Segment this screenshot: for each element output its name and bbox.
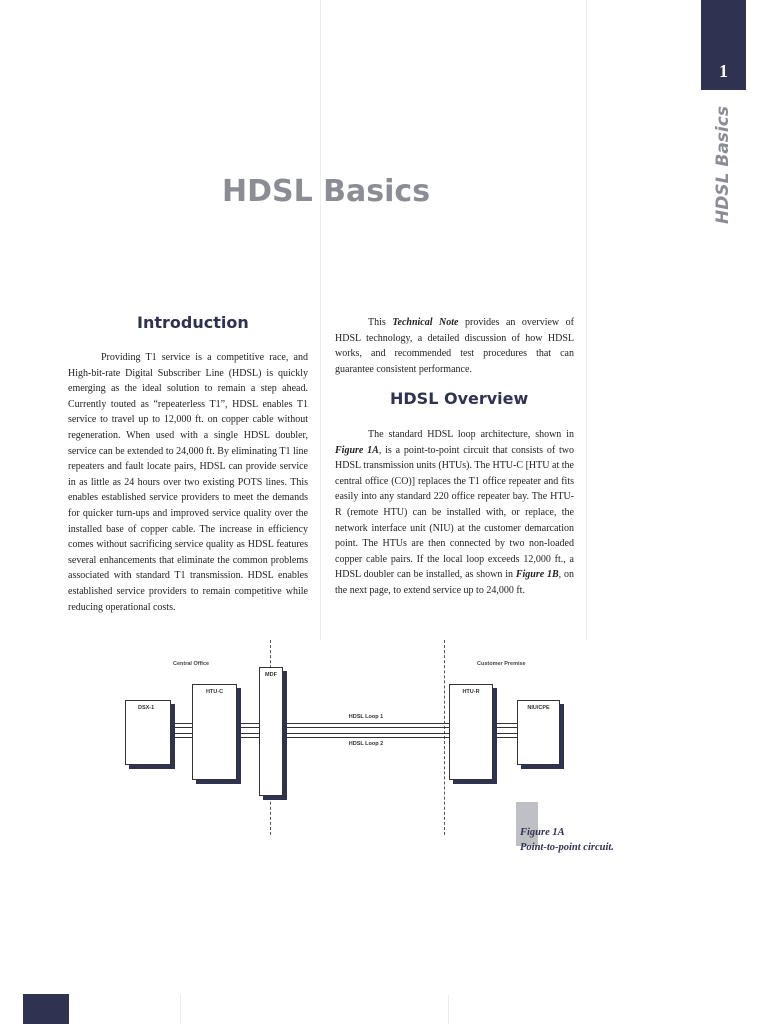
hdsl-loop-1-line [282,727,450,728]
tech-note-post: provides an overview of HDSL technology, a detailed discussion of how HDSL works, and recommended test procedures that can guarantee consistent performance. [335,317,574,375]
figure-caption [520,825,614,855]
hdsl-loop-1-line [282,723,450,724]
dsx-htuc-line [169,733,193,734]
mdf-box [259,667,283,796]
htu-c-label: HTU-C [205,689,224,695]
overview-text-2: , is a point-to-point circuit that consists of two HDSL transmission units (HTUs). The HTU-C [HTU at the central office (CO)] replaces the T1 office repeater and fits easily into any standard 220 office repeater bay. The HTU-R (remote HTU) can be installed with, or replace, the network interface unit (NIU) at the customer demarcation point. The HTUs are then connected by two non-loaded copper cable pairs. If the local loop exceeds 12,000 ft., a HDSL doubler can be installed, as shown in [335,444,574,581]
overview-body [335,427,574,599]
overview-paragraph [335,427,574,599]
tech-note-body [335,315,574,377]
introduction-body [68,350,308,615]
hdsl-loop-2-label: HDSL Loop 2 [348,741,384,747]
column-guide [448,995,449,1024]
dsx-1-label: DSX-1 [138,705,155,711]
page-title: HDSL Basics [222,174,431,209]
column-guide [180,995,181,1024]
introduction-paragraph: Providing T1 service is a competitive race, and High-bit-rate Digital Subscriber Line (HDSL) is quickly emerging as the ideal solution to remain a step ahead. Currently touted as “repeaterless T1”, HDSL enables T1 service to travel up to 12,000 ft. on copper cable without regeneration. When used with a single HDSL doubler, service can be extended to 24,000 ft. By eliminating T1 line repeaters and fault locate pairs, HDSL can provide service in as little as 24 hours over two existing POTS lines. This enables established service providers to meet the demands for quicker turn-ups and improved service quality over the installed base of copper cable. The increase in efficiency comes without sacrificing service quality as HDSL features several enhancements that eliminate the common problems associated with standard T1 transmission. HDSL enables established service providers to remain competitive while reducing operational costs. [68,352,308,613]
tech-note-paragraph [335,315,574,377]
customer-premise-label: Customer Premise [477,661,526,667]
htu-c-box [192,684,237,780]
central-office-label: Central Office [173,661,210,667]
footer-block [23,994,69,1024]
htu-r-box [449,684,493,780]
mdf-label: MDF [265,672,277,678]
tech-note-emphasis: Technical Note [392,317,459,328]
htu-r-label: HTU-R [462,689,480,695]
overview-text-3: , on the next page, to extend service up to 24,000 ft. [335,569,574,596]
caption-figure-number: Figure 1A [520,827,565,838]
overview-text-1: The standard HDSL loop architecture, shown in [368,429,574,440]
chapter-tab [701,0,746,90]
introduction-heading: Introduction [137,313,249,332]
htur-niu-line [492,737,518,738]
dsx-1-box [125,700,171,765]
htuc-mdf-line [236,723,260,724]
figure-1a-link[interactable]: Figure 1A [335,444,379,456]
htur-niu-line [492,727,518,728]
dsx-htuc-line [169,737,193,738]
page-number: 1 [719,61,728,81]
side-title [708,106,738,224]
hdsl-loop-1-label: HDSL Loop 1 [348,714,384,720]
tech-note-pre: This [368,317,393,328]
column-guide [586,0,587,640]
niu-cpe-label: NIU/CPE [527,705,550,711]
htur-niu-line [492,733,518,734]
overview-heading: HDSL Overview [390,389,529,408]
htur-niu-line [492,723,518,724]
side-title-text: HDSL Basics [713,106,733,224]
hdsl-loop-2-line [282,733,450,734]
dsx-htuc-line [169,727,193,728]
htuc-mdf-line [236,733,260,734]
dsx-htuc-line [169,723,193,724]
caption-text: Point-to-point circuit. [520,842,614,853]
niu-cpe-box [517,700,560,765]
column-guide [320,0,321,640]
htuc-mdf-line [236,737,260,738]
hdsl-loop-2-line [282,737,450,738]
htuc-mdf-line [236,727,260,728]
figure-1b-link[interactable]: Figure 1B [515,569,559,581]
